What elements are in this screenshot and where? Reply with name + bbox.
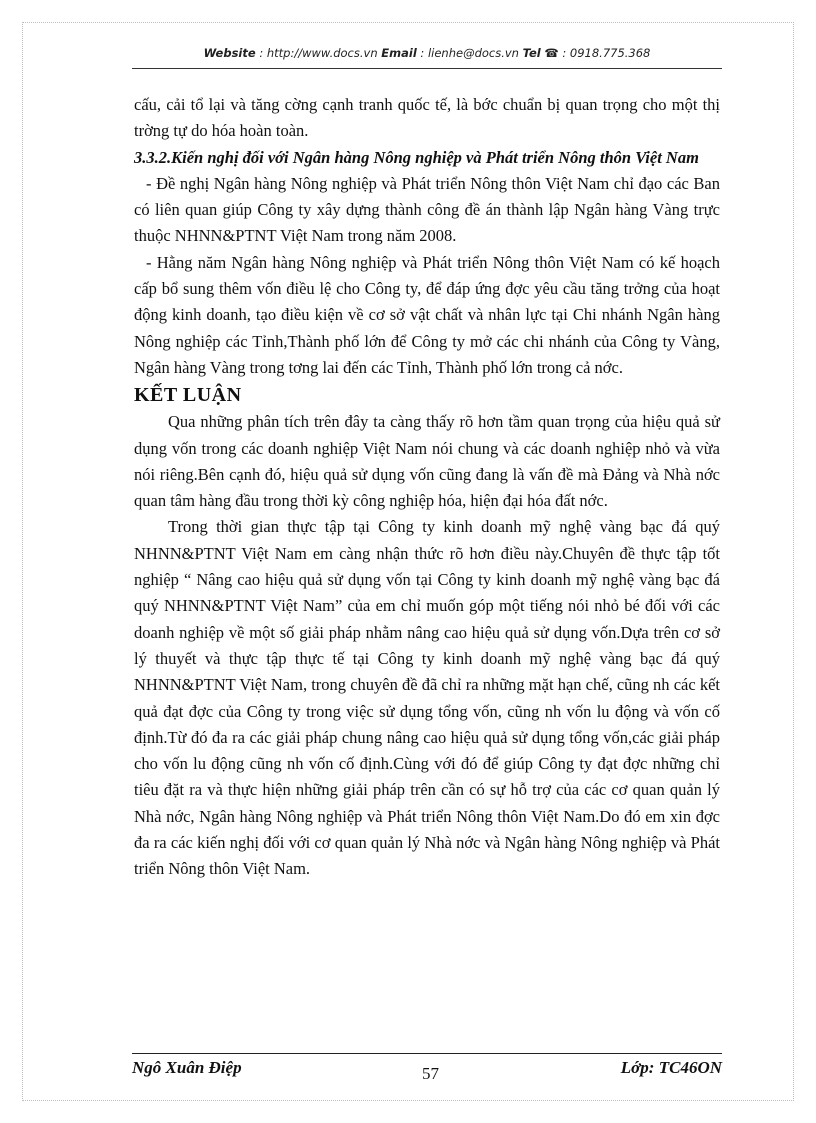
conclusion-paragraph-2: Trong thời gian thực tập tại Công ty kinh doanh mỹ nghệ vàng bạc đá quý NHNN&PTNT Việt Nam em càng nhận thức rõ hơn điều này.Chuyên đề thực tập tốt nghiệp “ Nâng cao hiệu quả sử dụng vốn tại Công ty kinh doanh mỹ nghệ vàng bạc đá quý NHNN&PTNT Việt Nam” của em chỉ muốn góp một tiếng nói nhỏ bé đối với các doanh nghiệp về một số giải pháp nhằm nâng cao hiệu quả sử dụng vốn.Dựa trên cơ sở lý thuyết và thực tập thực tế tại Công ty kinh doanh mỹ nghệ vàng bạc đá quý NHNN&PTNT Việt Nam, trong chuyên đề đã chỉ ra những mặt hạn chế, cũng nh các kết quả đạt đợc của Công ty trong việc sử dụng tổng vốn, cũng nh vốn lu động và vốn cố định.Từ đó đa ra các giải pháp chung nâng cao hiệu quả sử dụng tổng vốn,các giải pháp cho vốn lu động cũng nh vốn cố định.Cùng với đó để giúp Công ty đạt đợc những chỉ tiêu đặt ra và thực hiện những giải pháp trên cần có sự hỗ trợ của các cơ quan quản lý Nhà nớc, Ngân hàng Nông nghiệp và Phát triển Nông thôn Việt Nam.Do đó em xin đợc đa ra các kiến nghị đối với cơ quan quản lý Nhà nớc và Ngân hàng Nông nghiệp và Phát triển Nông thôn Việt Nam. bbox=[134, 517, 720, 879]
tel-label: Tel bbox=[522, 46, 541, 60]
email-label: Email bbox=[381, 46, 417, 60]
recommendation-item-1: - Đề nghị Ngân hàng Nông nghiệp và Phát triển Nông thôn Việt Nam chỉ đạo các Ban có liên quan giúp Công ty xây dựng thành công đề án thành lập Ngân hàng Vàng trực thuộc NHNN&PTNT Việt Nam trong năm 2008. bbox=[134, 173, 720, 246]
website-url: : http://www.docs.vn bbox=[255, 46, 382, 60]
recommendation-item-2: - Hằng năm Ngân hàng Nông nghiệp và Phát triển Nông thôn Việt Nam có kế hoạch cấp bổ sung thêm vốn điều lệ cho Công ty, để đáp ứng đợc yêu cầu tăng trởng của hoạt động kinh doanh, tạo điều kiện về cơ sở vật chất và nhân lực tại Chi nhánh Ngân hàng Nông nghiệp các Tỉnh,Thành phố lớn để Công ty mở các chi nhánh của Công ty Vàng, Ngân hàng Vàng trong tơng lai đến các Tỉnh, Thành phố lớn trong cả nớc. bbox=[134, 252, 720, 377]
conclusion-title: KẾT LUẬN bbox=[134, 384, 242, 407]
class-label: Lớp: TC46ON bbox=[620, 1058, 722, 1077]
header-divider bbox=[132, 68, 722, 69]
footer-divider bbox=[132, 1053, 722, 1054]
email-address: : lienhe@docs.vn bbox=[416, 46, 523, 60]
page-number: 57 bbox=[422, 1064, 439, 1083]
section-heading-3-3-2: 3.3.2.Kiến nghị đối với Ngân hàng Nông nghiệp và Phát triển Nông thôn Việt Nam bbox=[134, 147, 699, 167]
paragraph-continuation: cấu, cải tổ lại và tăng cờng cạnh tranh quốc tế, là bớc chuẩn bị quan trọng cho một thị trờng tự do hóa hoàn toàn. bbox=[134, 95, 720, 141]
phone-number: ☎ : 0918.775.368 bbox=[540, 46, 651, 60]
conclusion-paragraph-1: Qua những phân tích trên đây ta càng thấy rõ hơn tầm quan trọng của hiệu quả sử dụng vốn trong các doanh nghiệp Việt Nam nói chung và các doanh nghiệp nhỏ và vừa nói riêng.Bên cạnh đó, hiệu quả sử dụng vốn cũng đang là vấn đề mà Đảng và Nhà nớc quan tâm hàng đầu trong thời kỳ công nghiệp hóa, hiện đại hóa đất nớc. bbox=[134, 412, 720, 511]
website-label: Website bbox=[203, 46, 256, 60]
author-name: Ngô Xuân Điệp bbox=[132, 1058, 242, 1077]
page-header bbox=[132, 46, 722, 60]
document-body bbox=[134, 92, 720, 883]
